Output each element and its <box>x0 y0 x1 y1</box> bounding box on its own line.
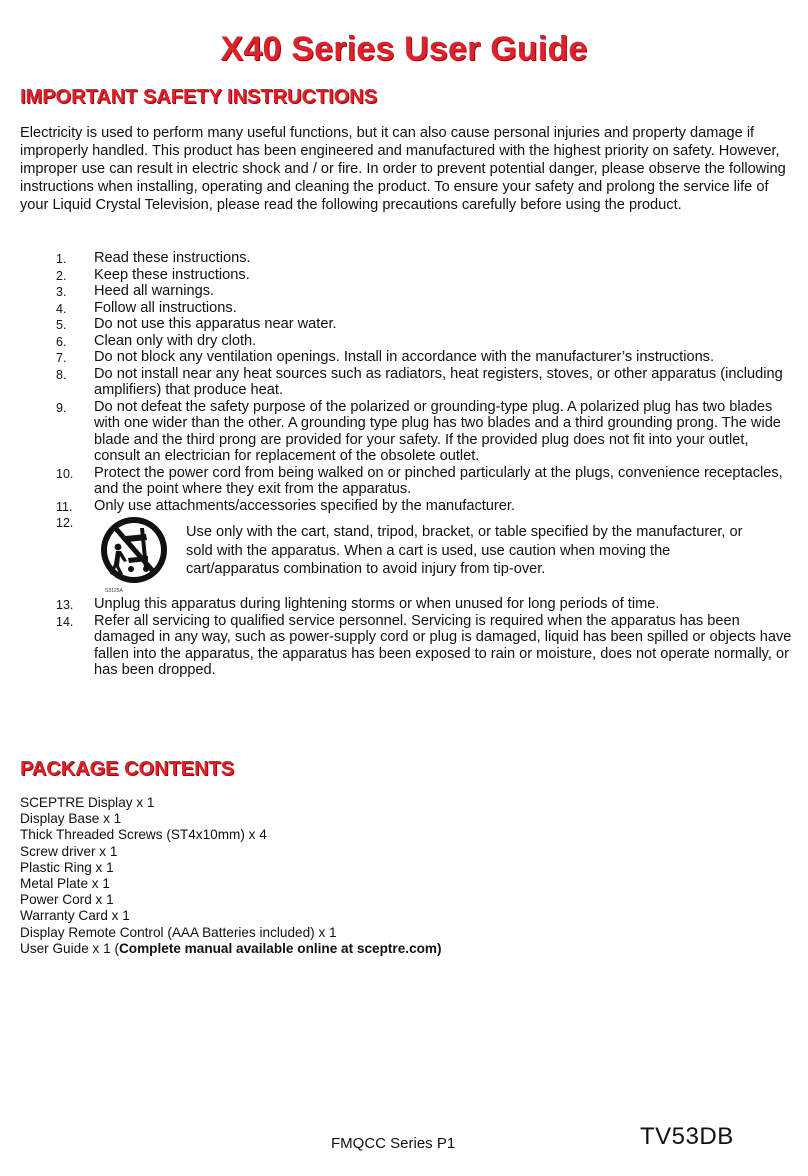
item-number: 3. <box>56 285 67 299</box>
item-number: 2. <box>56 268 67 283</box>
safety-intro: Electricity is used to perform many useful functions, but it can also cause personal injuries and property damage if improperly handled. This product has been engineered and manufactured with the highest priority on safety. However, improper use can result in electric shock and / or fire. In order to prevent potential danger, please observe the following instructions when installing, operating and cleaning the product. To ensure your safety and prolong the service life of your Liquid Crystal Television, please read the following precautions carefully before using the product. <box>20 125 786 213</box>
item-text: Keep these instructions. <box>94 266 250 283</box>
list-item <box>20 283 792 300</box>
page-footer: FMQCC Series P1 <box>331 1135 456 1152</box>
item-text: Refer all servicing to qualified service personnel. Servicing is required when the apparatus has been damaged in any way, such as power-supply cord or plug is damaged, liquid has been spilled or objects have fallen into the apparatus, the apparatus has been exposed to rain or moisture, does not operate normally, or has been dropped. <box>94 612 792 678</box>
list-item <box>20 465 792 498</box>
model-number: TV53DB <box>640 1123 734 1150</box>
item-text: Only use attachments/accessories specified by the manufacturer. <box>94 497 515 514</box>
package-item: Thick Threaded Screws (ST4x10mm) x 4 <box>20 827 267 843</box>
package-item-text: User Guide x 1 ( <box>20 940 119 956</box>
item-number: 1. <box>56 252 67 266</box>
safety-heading: IMPORTANT SAFETY INSTRUCTIONS <box>20 86 378 108</box>
item-number: 5. <box>56 318 67 332</box>
icon-code-label: S3125A <box>105 588 123 594</box>
item-text: Clean only with dry cloth. <box>94 332 257 349</box>
list-item <box>20 596 792 613</box>
item-number: 10. <box>56 466 74 481</box>
item-text: Heed all warnings. <box>94 283 215 299</box>
list-item <box>20 316 792 333</box>
list-item <box>20 399 792 465</box>
item-text: Do not use this apparatus near water. <box>94 316 337 332</box>
list-item <box>20 613 792 679</box>
package-item: Screw driver x 1 <box>20 843 118 859</box>
item-text: Unplug this apparatus during lightening storms or when unused for long periods of time. <box>94 596 660 612</box>
package-item: Power Cord x 1 <box>20 892 114 908</box>
package-item: Display Remote Control (AAA Batteries included) x 1 <box>20 924 337 940</box>
list-item <box>20 366 792 399</box>
package-contents-list <box>20 795 780 957</box>
list-item <box>20 250 792 267</box>
item-number: 8. <box>56 367 67 382</box>
item-number: 11. <box>56 499 73 514</box>
item-text: Use only with the cart, stand, tripod, bracket, or table specified by the manufacturer, or sold with the apparatus. When a cart is used, use caution when moving the cart/apparatus combination to avoid injury from tip-over. <box>186 524 743 577</box>
item-text: Protect the power cord from being walked on or pinched particularly at the plugs, convenience receptacles, and the point where they exit from the apparatus. <box>94 464 783 497</box>
item-text: Read these instructions. <box>94 250 251 266</box>
item-number: 4. <box>56 301 67 316</box>
list-item-cart-warning <box>20 514 792 596</box>
package-item: SCEPTRE Display x 1 <box>20 795 155 810</box>
item-number: 13. <box>56 598 74 612</box>
item-number: 12. <box>56 516 74 530</box>
item-text: Do not defeat the safety purpose of the polarized or grounding-type plug. A polarized plug has two blades with one wider than the other. A grounding type plug has two blades and a third grounding prong. The wide blade and the third prong are provided for your safety. If the provided plug does not fit into your outlet, consult an electrician for replacement of the obsolete outlet. <box>94 398 781 464</box>
package-item: Display Base x 1 <box>20 811 122 827</box>
package-item: Warranty Card x 1 <box>20 908 130 924</box>
item-text: Do not block any ventilation openings. Install in accordance with the manufacturer’s instructions. <box>94 349 715 365</box>
page-title: X40 Series User Guide <box>220 30 588 68</box>
safety-list <box>20 250 792 679</box>
item-number: 7. <box>56 351 67 365</box>
list-item <box>20 333 792 350</box>
package-heading: PACKAGE CONTENTS <box>20 758 235 780</box>
item-number: 6. <box>56 334 67 349</box>
package-item-user-guide <box>20 941 780 957</box>
online-manual-note: Complete manual available online at sceptre.com) <box>118 940 442 956</box>
package-item: Plastic Ring x 1 <box>20 859 114 875</box>
package-item: Metal Plate x 1 <box>20 876 110 892</box>
list-item <box>20 349 792 366</box>
list-item <box>20 498 792 515</box>
item-number: 9. <box>56 400 67 415</box>
item-number: 14. <box>56 614 74 629</box>
item-text: Follow all instructions. <box>94 299 237 316</box>
cart-tip-over-warning-icon <box>96 514 172 594</box>
item-text: Do not install near any heat sources such as radiators, heat registers, stoves, or other apparatus (including amplifiers) that produce heat. <box>94 365 783 398</box>
list-item <box>20 267 792 284</box>
list-item <box>20 300 792 317</box>
